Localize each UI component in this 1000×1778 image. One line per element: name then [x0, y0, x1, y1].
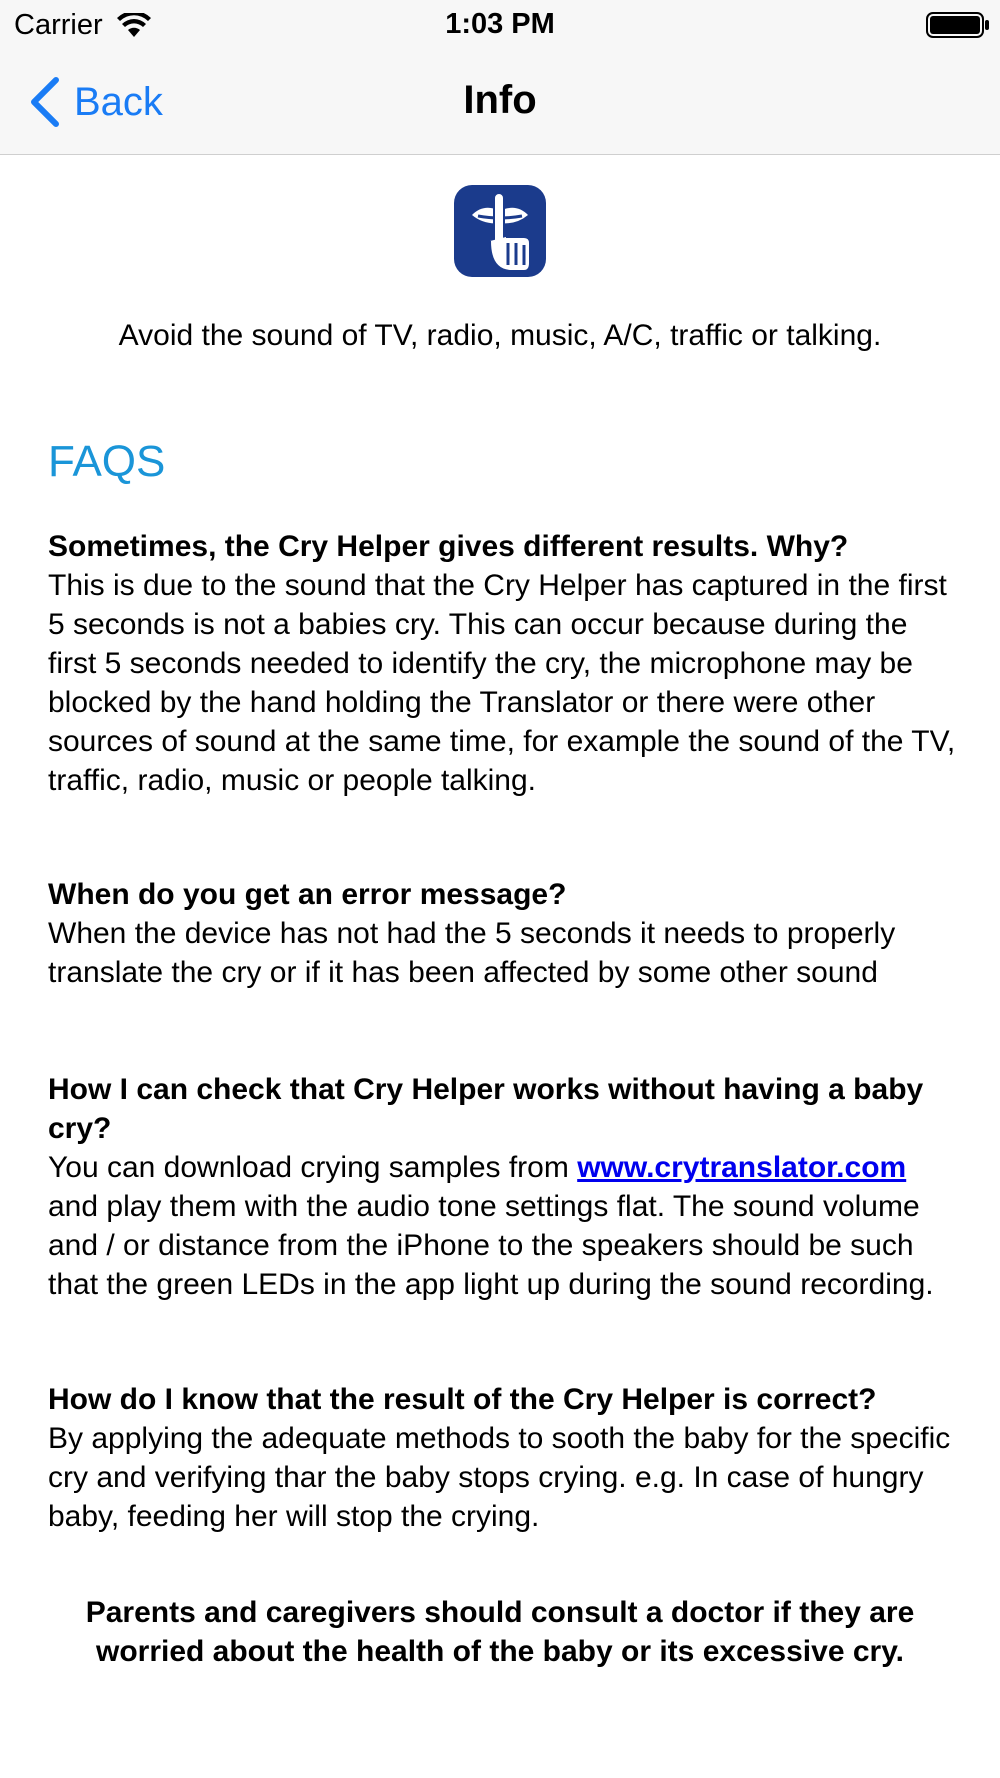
doctor-disclaimer: Parents and caregivers should consult a doctor if they are worried about the health of the baby or its excessive cry. — [85, 1596, 915, 1668]
status-bar — [0, 0, 1000, 48]
faq-item — [48, 1380, 958, 1536]
battery-icon — [926, 12, 990, 38]
faq-answer — [48, 1148, 958, 1304]
back-button[interactable] — [28, 76, 163, 128]
faq-question: Sometimes, the Cry Helper gives different results. Why? — [48, 530, 849, 563]
faq-item — [48, 527, 958, 800]
carrier-label: Carrier — [14, 9, 103, 41]
faq-answer: By applying the adequate methods to sooth the baby for the specific cry and verifying thar the baby stops crying. e.g. In case of hungry baby, feeding her will stop the crying. — [48, 1422, 951, 1533]
faq-item — [48, 875, 958, 992]
page-title: Info — [463, 78, 537, 122]
info-scroll-view[interactable] — [0, 155, 1000, 1778]
faq-question: When do you get an error message? — [48, 878, 567, 911]
faq-heading: FAQS — [48, 437, 166, 486]
faq-item — [48, 1070, 958, 1304]
faq-answer-text: and play them with the audio tone settings flat. The sound volume and / or distance from the iPhone to the speakers should be such that the green LEDs in the app light up during the sound recording. — [48, 1190, 934, 1301]
back-label: Back — [74, 79, 163, 124]
chevron-left-icon — [28, 76, 62, 128]
status-time: 1:03 PM — [445, 8, 555, 40]
faq-answer-text: You can download crying samples from — [48, 1151, 569, 1184]
faq-question: How I can check that Cry Helper works without having a baby cry? — [48, 1073, 924, 1145]
faq-answer: When the device has not had the 5 seconds it needs to properly translate the cry or if it has been affected by some other sound — [48, 917, 896, 989]
finger-on-lips-icon — [454, 185, 546, 277]
noise-tip-text: Avoid the sound of TV, radio, music, A/C, traffic or talking. — [118, 319, 882, 352]
faq-answer: This is due to the sound that the Cry Helper has captured in the first 5 seconds is not a babies cry. This can occur because during the first 5 seconds needed to identify the cry, the microphone may be blocked by the hand holding the Translator or there were other sources of sound at the same time, for example the sound of the TV, traffic, radio, music or people talking. — [48, 569, 956, 797]
faq-question: How do I know that the result of the Cry Helper is correct? — [48, 1383, 877, 1416]
crytranslator-link[interactable]: www.crytranslator.com — [577, 1151, 907, 1184]
navigation-bar — [0, 48, 1000, 155]
